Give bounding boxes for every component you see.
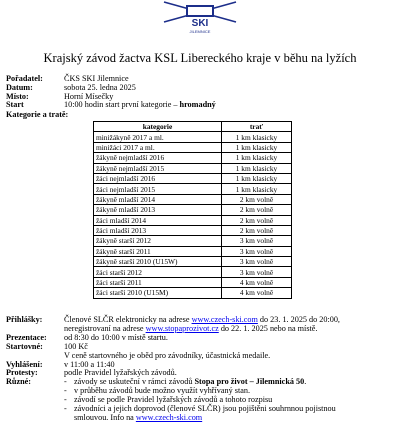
info-key: Startovné: (6, 341, 43, 351)
info-value: v 11:00 a 11:40 (64, 359, 115, 369)
category-cell: žáci mladší 2013 (94, 225, 222, 235)
category-cell: žáci mladší 2014 (94, 215, 222, 225)
meta-key: Místo: (6, 91, 29, 101)
fee-amount: 100 Kč (64, 341, 88, 351)
table-row (94, 142, 292, 152)
list-item-part: . (304, 377, 307, 387)
stopaprozivot-link[interactable]: www.stopaprozivot.cz (145, 323, 219, 333)
registration-text: do 23. 1. 2025 do 20:00, (257, 315, 340, 324)
info-value (64, 378, 396, 423)
meta-value: Horní Mísečky (64, 91, 114, 101)
category-cell: žákyně mladší 2014 (94, 194, 222, 204)
meta-value-bold: hromadný (179, 100, 216, 110)
table-row (94, 153, 292, 163)
meta-value: 10:00 hodin start první kategorie – (64, 100, 180, 110)
track-cell: 4 km volně (222, 288, 292, 298)
meta-key: Datum: (6, 82, 33, 92)
category-cell: minižákyně 2017 a ml. (94, 132, 222, 142)
table-row (94, 288, 292, 298)
dash-icon: - (64, 395, 67, 405)
column-header-category: kategorie (94, 122, 222, 132)
document-title: Krajský závod žactva KSL Libereckého kraje v běhu na lyžích (43, 51, 357, 65)
list-item-text (74, 405, 336, 423)
categories-heading: Kategorie a tratě: (6, 110, 69, 119)
table-header-row (94, 122, 292, 132)
meta-value-start (64, 101, 216, 110)
track-cell: 1 km klasicky (222, 132, 292, 142)
track-cell: 4 km volně (222, 277, 292, 287)
category-cell: žáci nejmladší 2016 (94, 173, 222, 183)
event-info (6, 316, 396, 423)
category-cell: žákyně starší 2011 (94, 246, 222, 256)
category-cell: žákyně starší 2012 (94, 236, 222, 246)
track-cell: 3 km volně (222, 257, 292, 267)
meta-value: sobota 25. ledna 2025 (64, 82, 136, 92)
dash-icon: - (64, 404, 67, 414)
info-key: Vyhlášení: (6, 359, 43, 369)
list-item-text: závodí se podle Pravidel lyžařských závodů a tohoto rozpisu (74, 395, 273, 405)
list-item-part: smlouvou. Info na (74, 412, 136, 422)
club-logo (160, 0, 240, 36)
czech-ski-link[interactable]: www.czech-ski.com (135, 412, 203, 422)
list-item-part: závody se uskuteční v rámci závodů (74, 377, 195, 387)
table-row (94, 194, 292, 204)
category-cell: žákyně nejmladší 2016 (94, 153, 222, 163)
table-row (94, 132, 292, 142)
category-cell: žáci starší 2011 (94, 277, 222, 287)
track-cell: 1 km klasicky (222, 153, 292, 163)
table-row (94, 163, 292, 173)
category-cell: žáci nejmladší 2015 (94, 184, 222, 194)
track-cell: 3 km volně (222, 267, 292, 277)
categories-table (93, 121, 292, 299)
table-row (94, 225, 292, 235)
table-row (94, 215, 292, 225)
info-value: podle Pravidel lyžařských závodů. (64, 368, 177, 378)
registration-text: do 22. 1. 2025 nebo na místě. (218, 323, 318, 333)
table-row (94, 257, 292, 267)
track-cell: 1 km klasicky (222, 184, 292, 194)
track-cell: 2 km volně (222, 225, 292, 235)
table-row (94, 277, 292, 287)
track-cell: 1 km klasicky (222, 163, 292, 173)
track-cell: 1 km klasicky (222, 173, 292, 183)
logo-subtext: JILEMNICE (189, 29, 211, 34)
table-row (94, 184, 292, 194)
info-row-misc (6, 378, 396, 423)
track-cell: 3 km volně (222, 236, 292, 246)
track-cell: 2 km volně (222, 205, 292, 215)
column-header-track: trať (222, 122, 292, 132)
info-key: Přihlášky: (6, 315, 43, 324)
track-cell: 3 km volně (222, 246, 292, 256)
list-item-part: závodníci a jejich doprovod (členové SLČR) jsou pojištěni souhrnnou pojistnou (74, 404, 336, 414)
table-row (94, 246, 292, 256)
registration-text: Členové SLČR elektronicky na adrese (64, 315, 192, 324)
track-cell: 2 km volně (222, 215, 292, 225)
category-cell: žákyně mladší 2013 (94, 205, 222, 215)
table-row (94, 205, 292, 215)
track-cell: 2 km volně (222, 194, 292, 204)
dash-icon: - (64, 377, 67, 387)
category-cell: minižáci 2017 a ml. (94, 142, 222, 152)
fee-note: V ceně startovného je oběd pro závodníky, účastnická medaile. (64, 350, 271, 360)
event-meta (6, 75, 216, 110)
czech-ski-link[interactable]: www.czech-ski.com (191, 315, 258, 324)
table-row (94, 267, 292, 277)
meta-key: Start (6, 100, 24, 110)
category-cell: žákyně nejmladší 2015 (94, 163, 222, 173)
logo-text: SKI (191, 18, 209, 29)
table-row (94, 173, 292, 183)
info-key: Různé: (6, 377, 32, 387)
meta-key: Pořadatel: (6, 74, 43, 83)
category-cell: žáci starší 2012 (94, 267, 222, 277)
meta-value: ČKS SKI Jilemnice (64, 74, 129, 83)
category-cell: žákyně starší 2010 (U15W) (94, 257, 222, 267)
info-key: Protesty: (6, 368, 38, 378)
list-item-text: v průběhu závodů bude možno využít vyhřívaný stan. (74, 386, 250, 396)
meta-row-start (6, 101, 216, 110)
dash-icon: - (64, 386, 67, 396)
list-item-bold: Stopa pro život – Jilemnická 50 (194, 377, 305, 387)
info-key: Prezentace: (6, 332, 47, 342)
list-item (64, 405, 396, 423)
info-value (64, 316, 396, 334)
misc-list (64, 378, 396, 423)
info-row-fee (6, 343, 396, 361)
registration-text: neregistrovaní na adrese (64, 323, 146, 333)
info-row-registration (6, 316, 396, 334)
info-value: od 8:30 do 10:00 v místě startu. (64, 332, 168, 342)
info-value (64, 343, 396, 361)
table-row (94, 236, 292, 246)
track-cell: 1 km klasicky (222, 142, 292, 152)
category-cell: žáci starší 2010 (U15M) (94, 288, 222, 298)
